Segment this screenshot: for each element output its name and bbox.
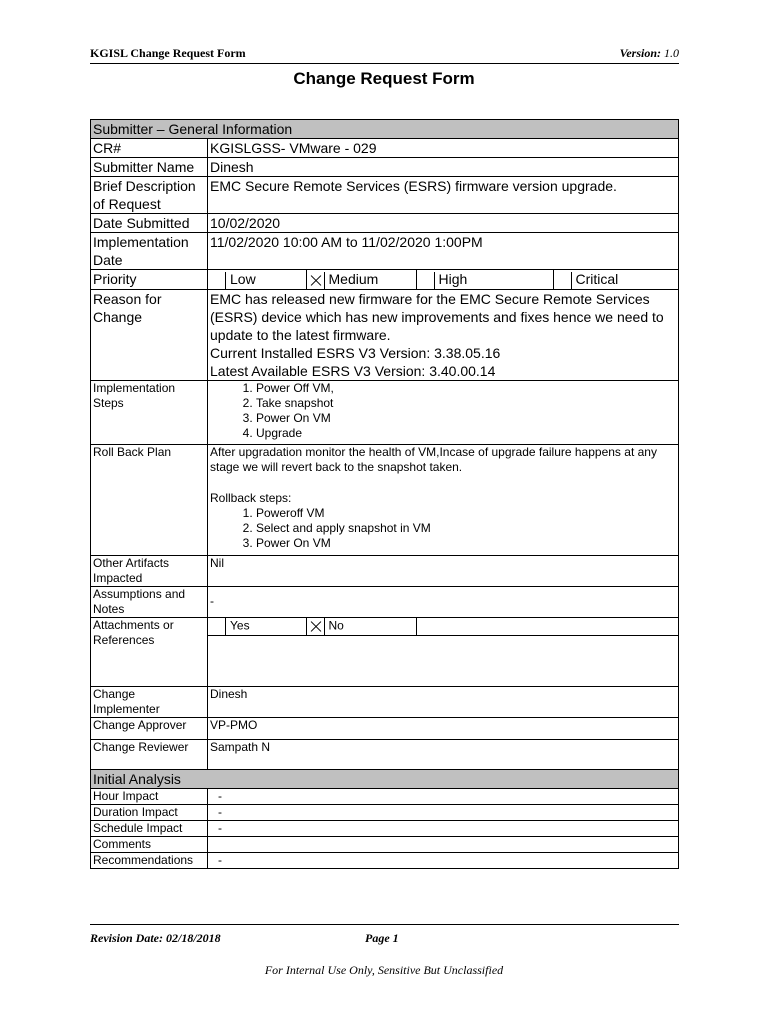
submitter-name-label: Submitter Name — [91, 158, 208, 177]
priority-label: Priority — [91, 270, 208, 290]
cr-label: CR# — [91, 139, 208, 158]
brief-description-label: Brief Description of Request — [91, 177, 208, 214]
artifacts-value: Nil — [208, 555, 679, 586]
priority-critical-checkbox[interactable] — [554, 272, 572, 289]
attachments-yes-checkbox[interactable] — [208, 618, 226, 635]
reason-label: Reason for Change — [91, 289, 208, 380]
rollback-plan — [208, 444, 679, 555]
implementation-steps-label: Implementation Steps — [91, 380, 208, 444]
implementation-date-label: Implementation Date — [91, 233, 208, 270]
priority-medium-checkbox[interactable] — [307, 272, 325, 289]
header-form-name: KGISL Change Request Form — [90, 46, 246, 60]
step-item: 2. Take snapshot — [256, 396, 676, 411]
attachments-no[interactable] — [306, 618, 416, 636]
rollback-steps-title: Rollback steps: — [210, 490, 292, 505]
recommendations-label: Recommendations — [91, 852, 208, 868]
change-request-table — [90, 119, 679, 869]
header-version — [620, 46, 679, 61]
version-value: 1.0 — [664, 46, 679, 60]
priority-critical-label: Critical — [575, 271, 619, 287]
priority-options — [208, 270, 679, 290]
assumptions-value: - — [208, 586, 679, 617]
submitter-name-value: Dinesh — [208, 158, 679, 177]
step-item: 3. Power On VM — [256, 411, 676, 426]
section-initial-analysis: Initial Analysis — [91, 769, 679, 788]
priority-high-label: High — [438, 271, 468, 287]
revision-date: Revision Date: 02/18/2018 — [90, 931, 221, 945]
approver-label: Change Approver — [91, 717, 208, 739]
implementation-steps-list — [210, 381, 676, 441]
priority-critical[interactable] — [553, 270, 678, 289]
priority-medium-label: Medium — [328, 271, 379, 287]
hour-impact-value: - — [208, 788, 679, 804]
attachments-label: Attachments or References — [91, 617, 208, 686]
reason-line: Latest Available ESRS V3 Version: 3.40.00.14 — [210, 362, 496, 379]
page-number: Page 1 — [365, 931, 399, 945]
priority-low-label: Low — [230, 271, 256, 287]
attachments-empty — [416, 618, 678, 636]
attachments-no-label: No — [328, 618, 344, 633]
schedule-impact-label: Schedule Impact — [91, 820, 208, 836]
hour-impact-label: Hour Impact — [91, 788, 208, 804]
page-header — [90, 46, 679, 64]
date-submitted-label: Date Submitted — [91, 214, 208, 233]
version-label: Version: — [619, 46, 661, 60]
rollback-step-item: 1. Poweroff VM — [256, 506, 676, 521]
reason-value — [208, 289, 679, 380]
implementation-date-value: 11/02/2020 10:00 AM to 11/02/2020 1:00PM — [208, 233, 679, 270]
attachments-yes-label: Yes — [230, 618, 250, 633]
classification-note: For Internal Use Only, Sensitive But Unclassified — [264, 963, 504, 977]
reviewer-value: Sampath N — [208, 739, 679, 769]
section-submitter: Submitter – General Information — [91, 120, 679, 139]
assumptions-label: Assumptions and Notes — [91, 586, 208, 617]
priority-low[interactable] — [208, 270, 306, 289]
duration-impact-label: Duration Impact — [91, 804, 208, 820]
priority-high[interactable] — [416, 270, 553, 289]
reason-line: Current Installed ESRS V3 Version: 3.38.05.16 — [210, 344, 501, 361]
attachments-cell — [208, 617, 679, 686]
step-item: 4. Upgrade — [256, 426, 676, 441]
implementation-steps — [208, 380, 679, 444]
implementer-label: Change Implementer — [91, 686, 208, 717]
comments-label: Comments — [91, 836, 208, 852]
priority-low-checkbox[interactable] — [208, 272, 226, 289]
date-submitted-value: 10/02/2020 — [208, 214, 679, 233]
recommendations-value: - — [208, 852, 679, 868]
rollback-intro: After upgradation monitor the health of VM,Incase of upgrade failure happens at any stage we will revert back to the snapshot taken. — [210, 444, 657, 474]
implementer-value: Dinesh — [208, 686, 679, 717]
rollback-step-item: 2. Select and apply snapshot in VM — [256, 521, 676, 536]
step-item: 1. Power Off VM, — [256, 381, 676, 396]
schedule-impact-value: - — [208, 820, 679, 836]
comments-value — [208, 836, 679, 852]
rollback-step-item: 3. Power On VM — [256, 536, 676, 551]
rollback-label: Roll Back Plan — [91, 444, 208, 555]
page-title: Change Request Form — [293, 69, 475, 88]
page-footer — [90, 924, 679, 945]
priority-high-checkbox[interactable] — [417, 272, 435, 289]
cr-value: KGISLGSS- VMware - 029 — [208, 139, 679, 158]
attachments-no-checkbox[interactable] — [307, 618, 325, 635]
approver-value: VP-PMO — [208, 717, 679, 739]
brief-description-value: EMC Secure Remote Services (ESRS) firmware version upgrade. — [208, 177, 679, 214]
duration-impact-value: - — [208, 804, 679, 820]
rollback-steps-list — [210, 506, 676, 551]
artifacts-label: Other Artifacts Impacted — [91, 555, 208, 586]
reason-line: EMC has released new firmware for the EMC Secure Remote Services (ESRS) device which has new improvements and fixes hence we need to update to the latest firmware. — [210, 290, 664, 343]
reviewer-label: Change Reviewer — [91, 739, 208, 769]
attachments-yes[interactable] — [208, 618, 306, 636]
priority-medium[interactable] — [306, 270, 416, 289]
